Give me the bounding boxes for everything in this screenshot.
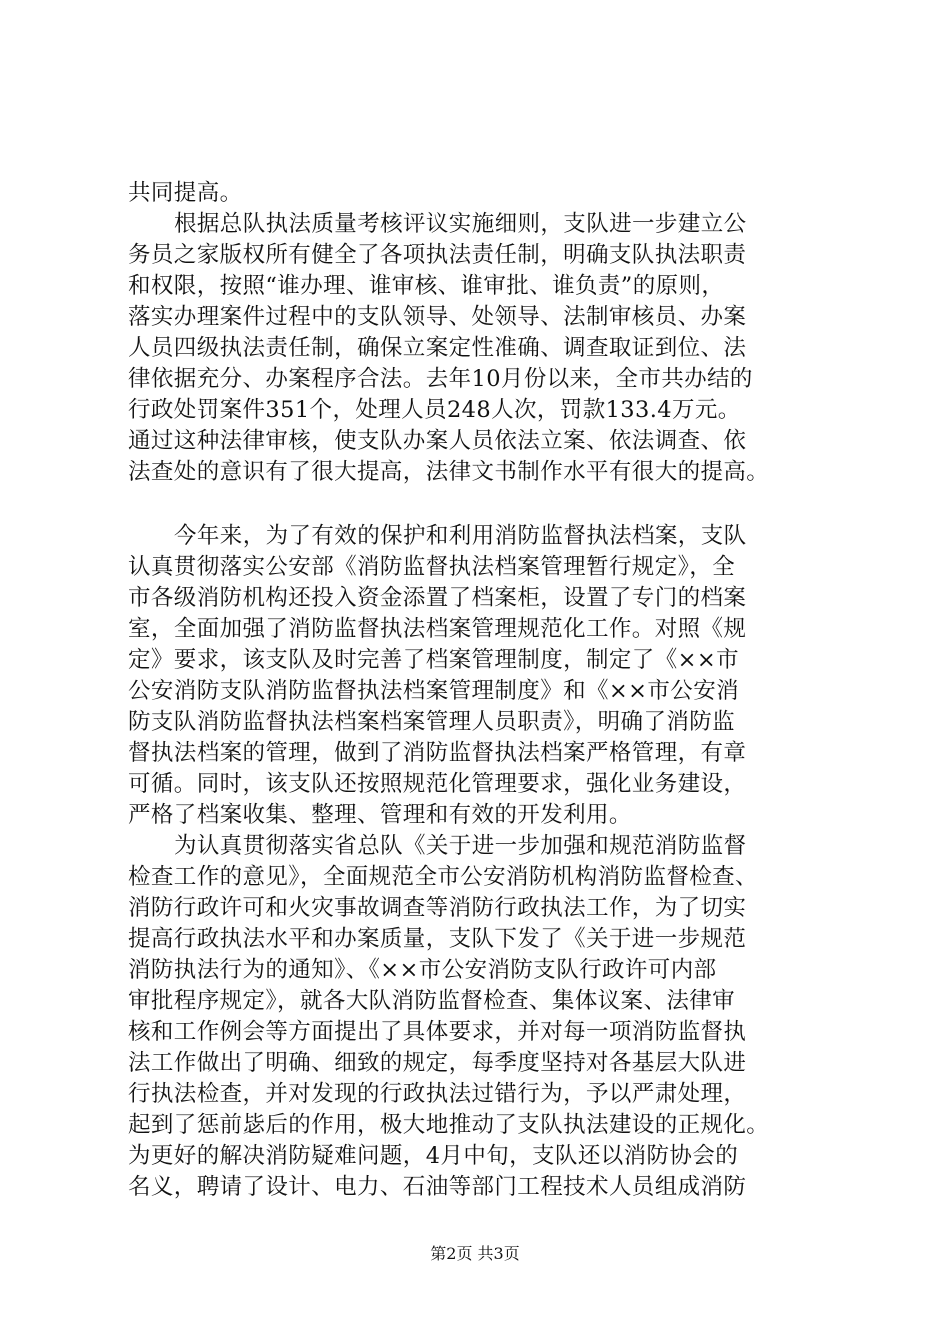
text-line: 严格了档案收集、整理、管理和有效的开发利用。 [128,802,632,828]
page-footer: 第2页 共3页 [430,1244,520,1263]
paragraph [128,209,844,488]
text-line: 室，全面加强了消防监督执法档案管理规范化工作。对照《规 [128,616,747,642]
text-line: 市各级消防机构还投入资金添置了档案柜，设置了专门的档案 [128,585,747,611]
text-line: 消防执法行为的通知》、《××市公安消防支队行政许可内部 [128,957,717,983]
text-line: 审批程序规定》，就各大队消防监督检查、集体议案、法律审 [128,988,736,1014]
text-line: 通过这种法律审核，使支队办案人员依法立案、依法调查、依 [128,428,747,454]
paragraph-gap [128,488,844,521]
text-line: 根据总队执法质量考核评议实施细则，支队进一步建立公 [174,211,747,237]
text-line: 行政处罚案件351个，处理人员248人次，罚款133.4万元。 [128,397,741,423]
text-line: 提高行政执法水平和办案质量，支队下发了《关于进一步规范 [128,926,747,952]
text-line: 起到了惩前毖后的作用，极大地推动了支队执法建设的正规化。 [128,1112,770,1138]
text-line: 法工作做出了明确、细致的规定，每季度坚持对各基层大队进 [128,1050,747,1076]
text-line: 核和工作例会等方面提出了具体要求，并对每一项消防监督执 [128,1019,747,1045]
paragraph [128,521,844,831]
text-line: 公安消防支队消防监督执法档案管理制度》和《××市公安消 [128,678,740,704]
text-line: 行执法检查，并对发现的行政执法过错行为，予以严肃处理， [128,1081,747,1107]
text-line: 务员之家版权所有健全了各项执法责任制，明确支队执法职责 [128,242,747,268]
text-line: 可循。同时，该支队还按照规范化管理要求，强化业务建设， [128,771,747,797]
text-line: 防支队消防监督执法档案档案管理人员职责》，明确了消防监 [128,709,736,735]
paragraph [128,831,844,1203]
text-line: 法查处的意识有了很大提高，法律文书制作水平有很大的提高。 [128,459,770,485]
text-line: 名义，聘请了设计、电力、石油等部门工程技术人员组成消防 [128,1174,747,1200]
text-line: 检查工作的意见》，全面规范全市公安消防机构消防监督检查、 [128,864,758,890]
text-line: 定》要求，该支队及时完善了档案管理制度，制定了《××市 [128,647,740,673]
text-line: 为更好的解决消防疑难问题，4月中旬，支队还以消防协会的 [128,1143,739,1169]
text-line: 落实办理案件过程中的支队领导、处领导、法制审核员、办案 [128,304,747,330]
paragraph [128,178,844,209]
text-line: 和权限，按照“谁办理、谁审核、谁审批、谁负责”的原则， [128,273,725,299]
text-line: 人员四级执法责任制，确保立案定性准确、调查取证到位、法 [128,335,747,361]
text-line: 为认真贯彻落实省总队《关于进一步加强和规范消防监督 [174,833,747,859]
document-body [128,178,844,1203]
text-line: 督执法档案的管理，做到了消防监督执法档案严格管理，有章 [128,740,747,766]
text-line: 今年来，为了有效的保护和利用消防监督执法档案，支队 [174,523,747,549]
text-line: 认真贯彻落实公安部《消防监督执法档案管理暂行规定》，全 [128,554,736,580]
text-line: 消防行政许可和火灾事故调查等消防行政执法工作，为了切实 [128,895,747,921]
text-line: 律依据充分、办案程序合法。去年10月份以来，全市共办结的 [128,366,753,392]
text-line: 共同提高。 [128,180,243,206]
